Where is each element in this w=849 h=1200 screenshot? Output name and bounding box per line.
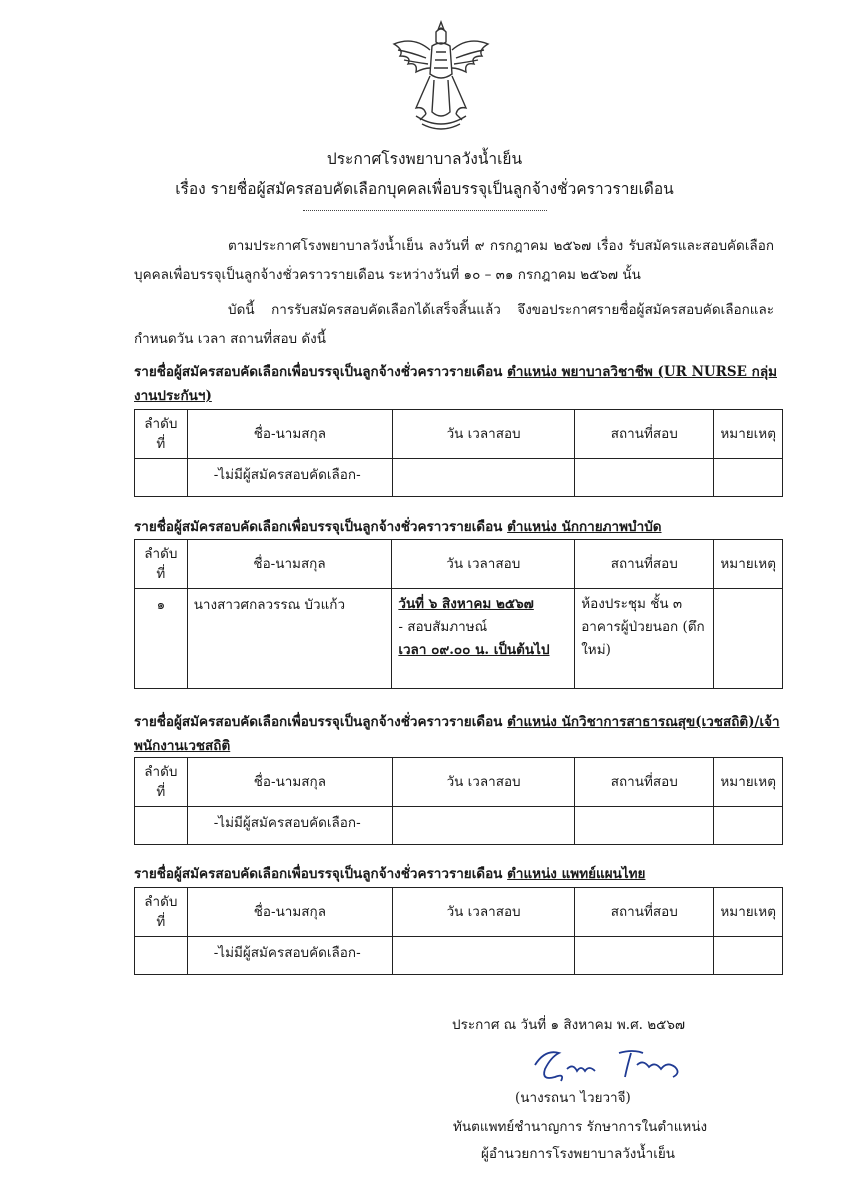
table-row xyxy=(135,937,783,975)
cell-datetime xyxy=(393,937,575,975)
col-header-name: ชื่อ-นามสกุล xyxy=(187,410,392,459)
col-header-place: สถานที่สอบ xyxy=(575,888,714,937)
section-position: ตำแหน่ง พยาบาลวิชาชีพ (UR NURSE กลุ่มงานประกันฯ) xyxy=(134,364,777,404)
col-header-name: ชื่อ-นามสกุล xyxy=(187,758,392,807)
cell-remark xyxy=(714,589,783,689)
section-prefix: รายชื่อผู้สมัครสอบคัดเลือกเพื่อบรรจุเป็นลูกจ้างชั่วคราวรายเดือน xyxy=(134,714,508,730)
announce-date: ประกาศ ณ วันที่ ๑ สิงหาคม พ.ศ. ๒๕๖๗ xyxy=(452,1017,686,1033)
section-heading-4 xyxy=(134,862,782,886)
col-header-datetime: วัน เวลาสอบ xyxy=(393,888,575,937)
section-prefix: รายชื่อผู้สมัครสอบคัดเลือกเพื่อบรรจุเป็นลูกจ้างชั่วคราวรายเดือน xyxy=(134,364,508,380)
intro-paragraph-1: ตามประกาศโรงพยาบาลวังน้ำเย็น ลงวันที่ ๙ กรกฎาคม ๒๕๖๗ เรื่อง รับสมัครและสอบคัดเลือกบุคคลเพื่อบรรจุเป็นลูกจ้างชั่วคราวรายเดือน ระหว่างวันที่ ๑๐ – ๓๑ กรกฎาคม ๒๕๖๗ นั้น xyxy=(134,238,774,283)
col-header-no: ลำดับที่ xyxy=(135,410,188,459)
table-row xyxy=(135,807,783,845)
exam-date: วันที่ ๖ สิงหาคม ๒๕๖๗ xyxy=(398,596,534,612)
col-header-remark: หมายเหตุ xyxy=(714,888,783,937)
col-header-place: สถานที่สอบ xyxy=(575,410,714,459)
col-header-place: สถานที่สอบ xyxy=(575,540,714,589)
applicant-table-1 xyxy=(134,409,783,497)
section-heading-1 xyxy=(134,360,782,408)
col-header-remark: หมายเหตุ xyxy=(714,540,783,589)
col-header-place: สถานที่สอบ xyxy=(575,758,714,807)
col-header-name: ชื่อ-นามสกุล xyxy=(187,540,392,589)
cell-no xyxy=(135,459,188,497)
section-heading-3 xyxy=(134,710,782,758)
exam-type: - สอบสัมภาษณ์ xyxy=(398,619,488,635)
applicant-table-3 xyxy=(134,757,783,845)
cell-place xyxy=(575,459,714,497)
cell-remark xyxy=(714,807,783,845)
col-header-name: ชื่อ-นามสกุล xyxy=(187,888,392,937)
signer-title-2: ผู้อำนวยการโรงพยาบาลวังน้ำเย็น xyxy=(481,1146,675,1162)
table-header-row xyxy=(135,540,783,589)
section-position: ตำแหน่ง แพทย์แผนไทย xyxy=(507,866,646,882)
cell-no: ๑ xyxy=(135,589,188,689)
col-header-no: ลำดับที่ xyxy=(135,888,188,937)
col-header-datetime: วัน เวลาสอบ xyxy=(393,410,575,459)
intro-paragraph-2: บัดนี้ การรับสมัครสอบคัดเลือกได้เสร็จสิ้นแล้ว จึงขอประกาศรายชื่อผู้สมัครสอบคัดเลือกและกำหนดวัน เวลา สถานที่สอบ ดังนี้ xyxy=(134,302,774,347)
table-row xyxy=(135,459,783,497)
col-header-remark: หมายเหตุ xyxy=(714,410,783,459)
cell-empty-text: -ไม่มีผู้สมัครสอบคัดเลือก- xyxy=(187,459,392,497)
divider xyxy=(303,210,547,211)
cell-remark xyxy=(714,937,783,975)
section-position: ตำแหน่ง นักวิชาการสาธารณสุข(เวชสถิติ)/เจ้าพนักงานเวชสถิติ xyxy=(134,714,780,754)
document-title: ประกาศโรงพยาบาลวังน้ำเย็น xyxy=(326,150,523,168)
col-header-remark: หมายเหตุ xyxy=(714,758,783,807)
applicant-table-4 xyxy=(134,887,783,975)
section-prefix: รายชื่อผู้สมัครสอบคัดเลือกเพื่อบรรจุเป็นลูกจ้างชั่วคราวรายเดือน xyxy=(134,866,508,882)
table-row xyxy=(135,589,783,689)
garuda-emblem-icon xyxy=(386,16,496,138)
applicant-table-2 xyxy=(134,539,783,689)
cell-no xyxy=(135,807,188,845)
table-header-row xyxy=(135,410,783,459)
cell-empty-text: -ไม่มีผู้สมัครสอบคัดเลือก- xyxy=(187,807,392,845)
cell-datetime xyxy=(393,459,575,497)
cell-remark xyxy=(714,459,783,497)
col-header-no: ลำดับที่ xyxy=(135,758,188,807)
exam-time: เวลา ๐๙.๐๐ น. เป็นต้นไป xyxy=(398,642,550,658)
signer-title-1: ทันตแพทย์ชำนาญการ รักษาการในตำแหน่ง xyxy=(453,1119,708,1135)
cell-name: นางสาวศกลวรรณ บัวแก้ว xyxy=(187,589,392,689)
document-subject: เรื่อง รายชื่อผู้สมัครสอบคัดเลือกบุคคลเพื่อบรรจุเป็นลูกจ้างชั่วคราวรายเดือน xyxy=(175,180,674,198)
section-position: ตำแหน่ง นักกายภาพบำบัด xyxy=(507,519,662,535)
cell-datetime xyxy=(392,589,575,689)
cell-empty-text: -ไม่มีผู้สมัครสอบคัดเลือก- xyxy=(187,937,392,975)
section-prefix: รายชื่อผู้สมัครสอบคัดเลือกเพื่อบรรจุเป็นลูกจ้างชั่วคราวรายเดือน xyxy=(134,519,508,535)
table-header-row xyxy=(135,758,783,807)
section-heading-2 xyxy=(134,515,782,539)
cell-no xyxy=(135,937,188,975)
col-header-no: ลำดับที่ xyxy=(135,540,188,589)
cell-datetime xyxy=(393,807,575,845)
cell-place xyxy=(575,937,714,975)
cell-place xyxy=(575,807,714,845)
col-header-datetime: วัน เวลาสอบ xyxy=(393,758,575,807)
table-header-row xyxy=(135,888,783,937)
signer-name: (นางรถนา ไวยวาจี) xyxy=(515,1090,631,1106)
cell-place: ห้องประชุม ชั้น ๓ อาคารผู้ป่วยนอก (ตึกใหม่) xyxy=(575,589,714,689)
col-header-datetime: วัน เวลาสอบ xyxy=(392,540,575,589)
